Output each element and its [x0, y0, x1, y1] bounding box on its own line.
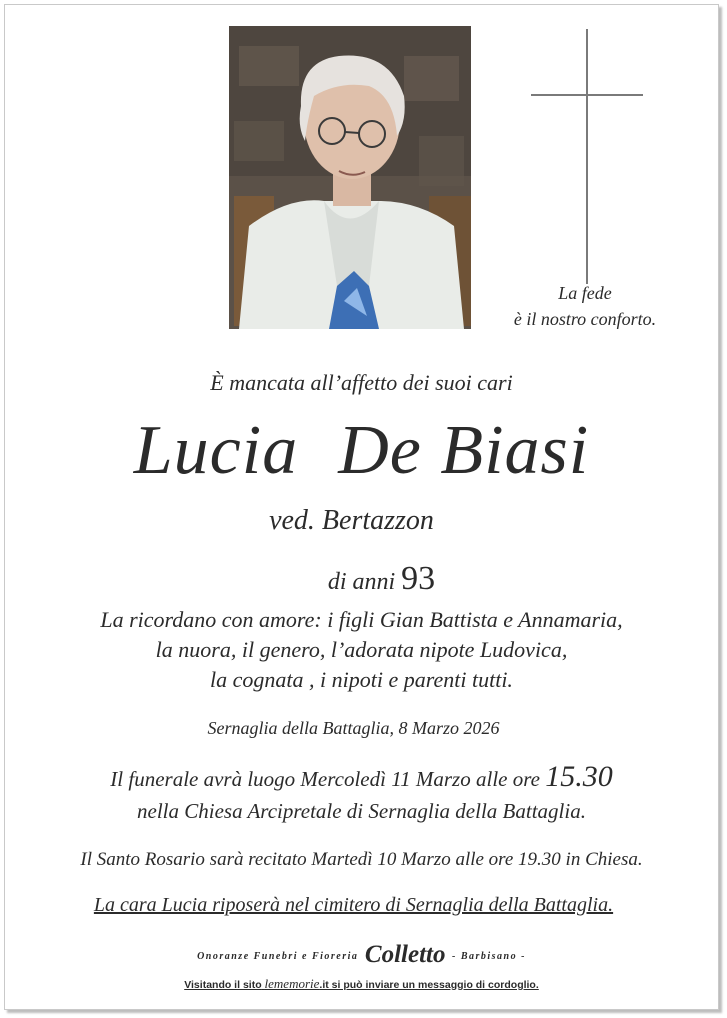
deceased-name	[5, 411, 718, 491]
funeral-line-2: nella Chiesa Arcipretale di Sernaglia della Battaglia.	[137, 799, 586, 823]
condolence-note	[5, 976, 718, 992]
obituary-sheet	[4, 4, 719, 1010]
motto-line-2: è il nostro conforto.	[513, 309, 657, 329]
rosary-info: Il Santo Rosario sarà recitato Martedì 10 Marzo alle ore 19.30 in Chiesa.	[80, 849, 643, 870]
age	[25, 560, 719, 598]
motto	[485, 280, 685, 332]
condolence-pre: Visitando il sito	[184, 979, 262, 991]
last-name: De Biasi	[338, 412, 590, 489]
widow-of: ved. Bertazzon	[269, 505, 434, 536]
funeral-home-prefix: Onoranze Funebri e Fioreria	[197, 951, 359, 962]
age-label: di anni	[327, 569, 396, 595]
portrait-photo	[229, 26, 471, 329]
mourners-line-2: la nuora, il genero, l’adorata nipote Ludovica,	[155, 637, 568, 662]
mourners	[5, 605, 718, 695]
place-date: Sernaglia della Battaglia, 8 Marzo 2026	[207, 718, 500, 738]
condolence-post: .it si può inviare un messaggio di cordoglio.	[319, 979, 539, 991]
intro-text: È mancata all’affetto dei suoi cari	[210, 370, 513, 395]
mourners-line-1: La ricordano con amore: i figli Gian Battista e Annamaria,	[100, 607, 623, 632]
first-name: Lucia	[133, 412, 299, 489]
funeral-text: Il funerale avrà luogo Mercoledì 11 Marzo alle ore	[110, 767, 540, 791]
age-value: 93	[401, 560, 436, 597]
motto-line-1: La fede	[558, 283, 612, 303]
funeral-home	[5, 941, 718, 969]
funeral-home-brand: Colletto	[364, 941, 446, 968]
funeral-home-suffix: - Barbisano -	[451, 951, 526, 962]
burial-info: La cara Lucia riposerà nel cimitero di Sernaglia della Battaglia.	[93, 894, 614, 916]
cross-icon	[531, 29, 643, 284]
funeral-time: 15.30	[545, 760, 613, 793]
site-link[interactable]: lememorie	[264, 976, 320, 991]
funeral-info	[5, 761, 718, 827]
mourners-line-3: la cognata , i nipoti e parenti tutti.	[210, 667, 513, 692]
funeral-line-1	[5, 761, 718, 795]
